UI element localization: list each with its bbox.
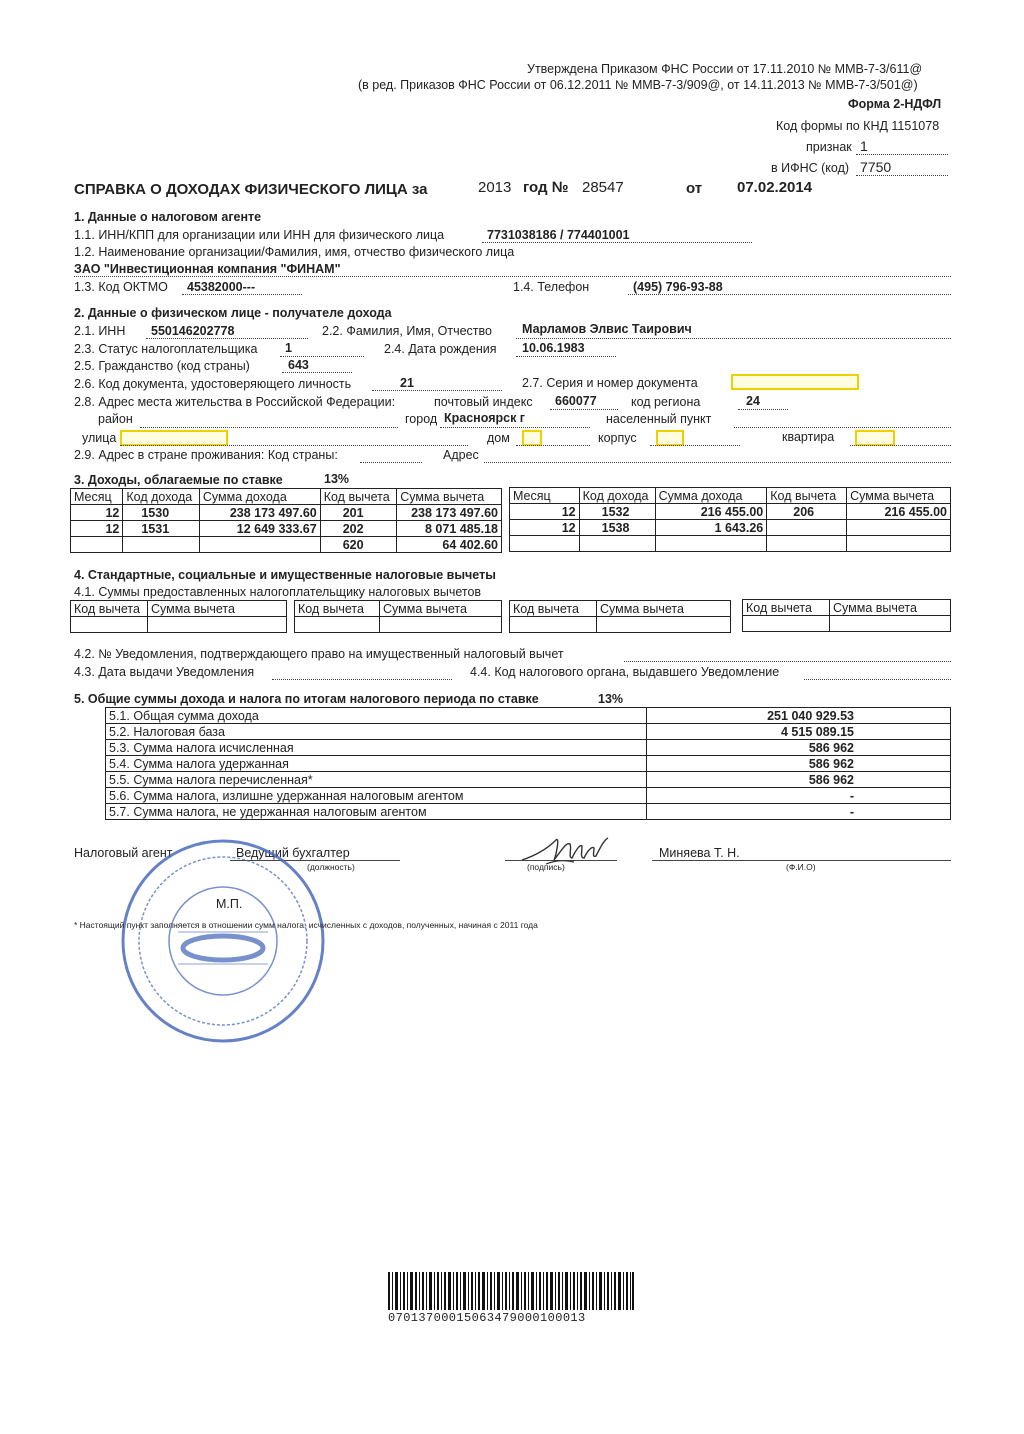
oktmo-line (182, 294, 302, 295)
notice-number-line (624, 661, 951, 662)
cell (847, 520, 951, 536)
signer-name: Миняева Т. Н. (659, 846, 740, 860)
signature-caption: (подпись) (527, 862, 565, 872)
birth-value: 10.06.1983 (522, 341, 585, 355)
table-row (71, 505, 502, 521)
total-income-value: 251 040 929.53 (647, 708, 951, 724)
section5-rate: 13% (598, 692, 624, 706)
city-line (440, 427, 590, 428)
agent-name-line (74, 276, 951, 277)
barcode (388, 1272, 634, 1310)
status-label: 2.3. Статус налогоплательщика (74, 342, 258, 356)
address-label: 2.8. Адрес места жительства в Российской Федерации: (74, 395, 396, 409)
cell: 12 (71, 521, 123, 537)
name-line (652, 860, 951, 861)
tax-transferred-label: 5.5. Сумма налога перечисленная* (106, 772, 647, 788)
deduction-table-1 (70, 600, 287, 633)
approval-line-2: (в ред. Приказов ФНС России от 06.12.2011 № ММВ-7-3/909@, от 14.11.2013 № ММВ-7-3/501@) (358, 78, 918, 92)
birth-line (516, 356, 616, 357)
cell (71, 617, 148, 633)
cell: 238 173 497.60 (397, 505, 502, 521)
cell (123, 537, 200, 553)
form-name: Форма 2-НДФЛ (848, 97, 942, 111)
city-value: Красноярск г (444, 411, 526, 425)
cell (597, 617, 731, 633)
person-inn-value: 550146202778 (151, 324, 235, 338)
company-stamp (118, 836, 328, 1046)
cell: 216 455.00 (655, 504, 767, 520)
foreign-address-line (484, 462, 951, 463)
cell (830, 616, 951, 632)
table-row (106, 724, 951, 740)
fio-label: 2.2. Фамилия, Имя, Отчество (322, 324, 492, 338)
stamp-place: М.П. (216, 897, 243, 911)
col-deduction-code: Код вычета (320, 489, 397, 505)
table-row (106, 756, 951, 772)
col-deduction-code: Код вычета (743, 600, 830, 616)
tax-withheld-label: 5.4. Сумма налога удержанная (106, 756, 647, 772)
income-table-right (509, 487, 951, 552)
total-income-label: 5.1. Общая сумма дохода (106, 708, 647, 724)
tax-overwithheld-label: 5.6. Сумма налога, излишне удержанная налоговым агентом (106, 788, 647, 804)
tax-overwithheld-value: - (647, 788, 951, 804)
position-caption: (должность) (307, 862, 355, 872)
birth-label: 2.4. Дата рождения (384, 342, 497, 356)
flat-label: квартира (782, 430, 835, 444)
col-deduction-code: Код вычета (295, 601, 380, 617)
doc-title: СПРАВКА О ДОХОДАХ ФИЗИЧЕСКОГО ЛИЦА за (74, 181, 428, 198)
building-redacted (656, 430, 684, 446)
person-inn-label: 2.1. ИНН (74, 324, 126, 338)
cell (847, 536, 951, 552)
deductions-label: 4.1. Суммы предоставленных налогоплательщику налоговых вычетов (74, 585, 482, 599)
footnote: * Настоящий пункт заполняется в отношении сумм налога, исчисленных с доходов, полученных, начиная с 2011 года (74, 920, 538, 930)
cell: 216 455.00 (847, 504, 951, 520)
cell (199, 537, 320, 553)
city-label: город (405, 412, 438, 426)
notice-number-label: 4.2. № Уведомления, подтверждающего право на имущественный налоговый вычет (74, 647, 564, 661)
phone-value: (495) 796-93-88 (633, 280, 723, 294)
barcode-number: 07013700015063479000100013 (388, 1311, 586, 1325)
street-line (120, 445, 468, 446)
col-deduction-code: Код вычета (510, 601, 597, 617)
deduction-table-2 (294, 600, 502, 633)
citizen-label: 2.5. Гражданство (код страны) (74, 359, 250, 373)
table-row (106, 708, 951, 724)
doc-year: 2013 (478, 179, 512, 196)
tax-notwithheld-label: 5.7. Сумма налога, не удержанная налоговым агентом (106, 804, 647, 820)
region-label: код региона (631, 395, 701, 409)
cell: 12 649 333.67 (199, 521, 320, 537)
section1-heading: 1. Данные о налоговом агенте (74, 210, 262, 224)
notice-organ-line (804, 679, 951, 680)
section2-heading: 2. Данные о физическом лице - получателе дохода (74, 306, 392, 320)
doc-number: 28547 (582, 179, 624, 196)
cell (71, 537, 123, 553)
col-income-code: Код дохода (123, 489, 200, 505)
cell: 206 (767, 504, 847, 520)
section3-rate: 13% (324, 472, 350, 486)
col-month: Месяц (71, 489, 123, 505)
tax-transferred-value: 586 962 (647, 772, 951, 788)
signer-position: Ведущий бухгалтер (236, 846, 350, 860)
cell: 238 173 497.60 (199, 505, 320, 521)
cell (380, 617, 502, 633)
doccode-label: 2.6. Код документа, удостоверяющего личность (74, 377, 352, 391)
cell: 1530 (123, 505, 200, 521)
col-deduction-sum: Сумма вычета (847, 488, 951, 504)
house-line (516, 445, 590, 446)
cell: 12 (71, 505, 123, 521)
settlement-label: населенный пункт (606, 412, 712, 426)
cell (148, 617, 287, 633)
section3-heading: 3. Доходы, облагаемые по ставке (74, 473, 283, 487)
doc-from-label: от (686, 180, 703, 197)
col-deduction-code: Код вычета (767, 488, 847, 504)
oktmo-label: 1.3. Код ОКТМО (74, 280, 168, 294)
house-label: дом (487, 431, 510, 445)
notice-date-label: 4.3. Дата выдачи Уведомления (74, 665, 255, 679)
totals-table (105, 707, 951, 820)
sign-label: признак (806, 140, 852, 154)
table-row (71, 537, 502, 553)
cell: 1531 (123, 521, 200, 537)
building-line (650, 445, 740, 446)
phone-line (628, 294, 951, 295)
tax-calculated-value: 586 962 (647, 740, 951, 756)
tax-notwithheld-value: - (647, 804, 951, 820)
foreign-country-line (360, 462, 422, 463)
doc-date: 07.02.2014 (737, 179, 813, 196)
col-deduction-sum: Сумма вычета (380, 601, 502, 617)
name-caption: (Ф.И.О) (786, 862, 816, 872)
agent-inn-label: 1.1. ИНН/КПП для организации или ИНН для физического лица (74, 228, 445, 242)
postcode-line (550, 409, 618, 410)
section4-heading: 4. Стандартные, социальные и имущественные налоговые вычеты (74, 568, 496, 582)
docnum-redacted (731, 374, 859, 390)
postcode-label: почтовый индекс (434, 395, 533, 409)
col-income-code: Код дохода (579, 488, 655, 504)
approval-line-1: Утверждена Приказом ФНС России от 17.11.2010 № ММВ-7-3/611@ (527, 62, 923, 76)
district-line (140, 427, 398, 428)
agent-label: Налоговый агент (74, 846, 173, 860)
cell (295, 617, 380, 633)
tax-base-value: 4 515 089.15 (647, 724, 951, 740)
cell (579, 536, 655, 552)
citizen-value: 643 (288, 358, 309, 372)
region-value: 24 (746, 394, 760, 408)
status-value: 1 (285, 341, 292, 355)
deduction-table-3 (509, 600, 731, 633)
foreign-label: 2.9. Адрес в стране проживания: Код страны: (74, 448, 338, 462)
settlement-line (734, 427, 951, 428)
table-row (106, 740, 951, 756)
deduction-table-4 (742, 599, 951, 632)
table-row (510, 536, 951, 552)
sign-value: 1 (860, 138, 868, 154)
table-row (71, 521, 502, 537)
cell (767, 520, 847, 536)
cell: 8 071 485.18 (397, 521, 502, 537)
knd-code: Код формы по КНД 1151078 (776, 119, 940, 133)
ifns-label: в ИФНС (код) (771, 161, 850, 175)
notice-organ-label: 4.4. Код налогового органа, выдавшего Уведомление (470, 665, 780, 679)
citizen-line (282, 372, 352, 373)
ifns-value: 7750 (860, 159, 892, 175)
col-deduction-code: Код вычета (71, 601, 148, 617)
col-income-sum: Сумма дохода (655, 488, 767, 504)
income-table-left (70, 488, 502, 553)
docnum-label: 2.7. Серия и номер документа (522, 376, 698, 390)
house-redacted (522, 430, 542, 446)
cell (510, 536, 580, 552)
handwritten-signature (516, 830, 616, 874)
district-label: район (98, 412, 133, 426)
cell: 620 (320, 537, 397, 553)
fio-line (516, 338, 951, 339)
cell (510, 617, 597, 633)
col-deduction-sum: Сумма вычета (397, 489, 502, 505)
table-row (106, 804, 951, 820)
col-month: Месяц (510, 488, 580, 504)
agent-name-label: 1.2. Наименование организации/Фамилия, имя, отчество физического лица (74, 245, 515, 259)
section5-heading: 5. Общие суммы дохода и налога по итогам налогового периода по ставке (74, 692, 539, 706)
cell: 1532 (579, 504, 655, 520)
cell: 1538 (579, 520, 655, 536)
doc-year-suffix: год № (523, 179, 569, 196)
agent-name-value: ЗАО "Инвестиционная компания "ФИНАМ" (74, 262, 341, 276)
tax-base-label: 5.2. Налоговая база (106, 724, 647, 740)
foreign-address-label: Адрес (443, 448, 479, 462)
table-row (106, 788, 951, 804)
sign-line (856, 154, 948, 155)
street-label: улица (82, 431, 117, 445)
region-line (738, 409, 788, 410)
table-row (106, 772, 951, 788)
cell: 202 (320, 521, 397, 537)
cell: 64 402.60 (397, 537, 502, 553)
oktmo-value: 45382000--- (187, 280, 256, 294)
cell (743, 616, 830, 632)
income-table-header (71, 489, 502, 505)
cell (767, 536, 847, 552)
cell (655, 536, 767, 552)
phone-label: 1.4. Телефон (513, 280, 590, 294)
notice-date-line (272, 679, 452, 680)
agent-inn-line (482, 242, 752, 243)
person-inn-line (146, 338, 308, 339)
flat-line (850, 445, 951, 446)
cell: 1 643.26 (655, 520, 767, 536)
cell: 12 (510, 504, 580, 520)
col-deduction-sum: Сумма вычета (830, 600, 951, 616)
col-income-sum: Сумма дохода (199, 489, 320, 505)
ifns-line (856, 175, 948, 176)
income-table-header (510, 488, 951, 504)
status-line (280, 356, 364, 357)
building-label: корпус (598, 431, 637, 445)
flat-redacted (855, 430, 895, 446)
col-deduction-sum: Сумма вычета (148, 601, 287, 617)
doccode-line (372, 390, 502, 391)
fio-value: Марламов Элвис Таирович (522, 322, 692, 336)
agent-inn-value: 7731038186 / 774401001 (487, 228, 630, 242)
table-row (510, 520, 951, 536)
cell: 201 (320, 505, 397, 521)
cell: 12 (510, 520, 580, 536)
col-deduction-sum: Сумма вычета (597, 601, 731, 617)
doccode-value: 21 (400, 376, 414, 390)
tax-withheld-value: 586 962 (647, 756, 951, 772)
postcode-value: 660077 (555, 394, 597, 408)
table-row (510, 504, 951, 520)
street-redacted (120, 430, 228, 446)
tax-calculated-label: 5.3. Сумма налога исчисленная (106, 740, 647, 756)
